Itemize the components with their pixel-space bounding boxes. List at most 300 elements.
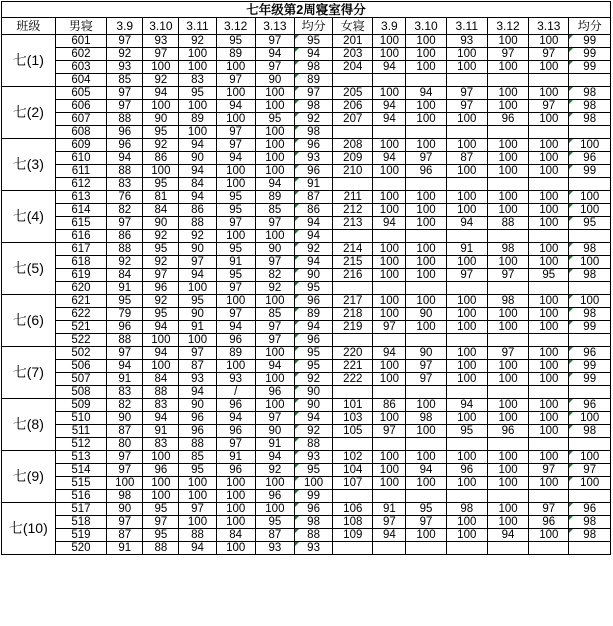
score-cell: 100 bbox=[529, 165, 569, 178]
girls-dorm-number: 220 bbox=[333, 347, 373, 360]
score-cell: 82 bbox=[107, 399, 143, 412]
girls-average: 99 bbox=[569, 61, 611, 74]
score-cell: 97 bbox=[255, 334, 294, 347]
score-cell: 100 bbox=[529, 256, 569, 269]
table-row bbox=[2, 399, 611, 412]
score-cell bbox=[373, 230, 406, 243]
score-cell: 88 bbox=[107, 165, 143, 178]
girls-average: 98 bbox=[569, 113, 611, 126]
score-cell: 100 bbox=[216, 360, 255, 373]
score-cell: 90 bbox=[179, 308, 216, 321]
class-label: 七(7) bbox=[2, 347, 56, 399]
score-cell: 100 bbox=[529, 35, 569, 48]
score-cell bbox=[529, 542, 569, 555]
boys-dorm-number: 510 bbox=[55, 412, 107, 425]
boys-average: 93 bbox=[294, 451, 332, 464]
score-cell: 96 bbox=[216, 425, 255, 438]
girls-average: 100 bbox=[569, 477, 611, 490]
score-cell: 93 bbox=[179, 373, 216, 386]
score-cell: 94 bbox=[216, 412, 255, 425]
score-cell: 97 bbox=[487, 269, 528, 282]
score-cell: 97 bbox=[216, 217, 255, 230]
girls-dorm-number: 212 bbox=[333, 204, 373, 217]
score-cell: 100 bbox=[255, 373, 294, 386]
score-sheet bbox=[1, 1, 611, 555]
score-cell: 95 bbox=[179, 464, 216, 477]
score-cell: 90 bbox=[255, 425, 294, 438]
score-cell: 100 bbox=[406, 451, 446, 464]
girls-dorm-number: 109 bbox=[333, 529, 373, 542]
boys-average: 100 bbox=[294, 477, 332, 490]
score-cell: 100 bbox=[487, 61, 528, 74]
header-girls-d2: 3.10 bbox=[406, 18, 446, 35]
score-cell: 97 bbox=[216, 438, 255, 451]
score-cell: 97 bbox=[373, 425, 406, 438]
boys-average: 95 bbox=[294, 347, 332, 360]
boys-dorm-number: 602 bbox=[55, 48, 107, 61]
score-cell: 86 bbox=[143, 152, 179, 165]
score-cell: 100 bbox=[179, 490, 216, 503]
score-cell: 88 bbox=[179, 217, 216, 230]
score-cell bbox=[406, 126, 446, 139]
score-cell: 97 bbox=[255, 217, 294, 230]
header-boys-d1: 3.9 bbox=[107, 18, 143, 35]
score-cell: 91 bbox=[143, 425, 179, 438]
score-cell: 93 bbox=[255, 542, 294, 555]
boys-average: 95 bbox=[294, 35, 332, 48]
score-cell: 100 bbox=[487, 100, 528, 113]
boys-average: 95 bbox=[294, 282, 332, 295]
girls-dorm-number: 213 bbox=[333, 217, 373, 230]
girls-average bbox=[569, 334, 611, 347]
boys-average: 95 bbox=[294, 360, 332, 373]
score-cell: 100 bbox=[529, 113, 569, 126]
score-cell: 100 bbox=[406, 529, 446, 542]
score-cell: 100 bbox=[529, 347, 569, 360]
score-cell: 83 bbox=[143, 399, 179, 412]
class-label: 七(1) bbox=[2, 35, 56, 87]
score-cell: 94 bbox=[255, 178, 294, 191]
score-cell: 100 bbox=[487, 204, 528, 217]
girls-dorm-number: 206 bbox=[333, 100, 373, 113]
score-cell: 100 bbox=[446, 321, 487, 334]
score-cell bbox=[406, 282, 446, 295]
score-cell: 100 bbox=[216, 87, 255, 100]
score-cell bbox=[487, 438, 528, 451]
score-cell: 97 bbox=[179, 503, 216, 516]
girls-dorm-number: 204 bbox=[333, 61, 373, 74]
score-cell: 97 bbox=[529, 503, 569, 516]
score-cell: 100 bbox=[487, 516, 528, 529]
girls-dorm-number: 219 bbox=[333, 321, 373, 334]
score-cell: 97 bbox=[255, 61, 294, 74]
score-cell: 100 bbox=[487, 477, 528, 490]
score-cell bbox=[373, 282, 406, 295]
score-cell: 96 bbox=[216, 334, 255, 347]
boys-dorm-number: 512 bbox=[55, 438, 107, 451]
score-cell: 100 bbox=[406, 204, 446, 217]
score-cell: 90 bbox=[179, 399, 216, 412]
table-row bbox=[2, 74, 611, 87]
score-cell: 85 bbox=[179, 451, 216, 464]
score-cell: 100 bbox=[529, 87, 569, 100]
score-cell: 100 bbox=[255, 230, 294, 243]
boys-dorm-number: 607 bbox=[55, 113, 107, 126]
table-row bbox=[2, 477, 611, 490]
boys-dorm-number: 608 bbox=[55, 126, 107, 139]
score-cell: 100 bbox=[487, 360, 528, 373]
score-cell: 95 bbox=[216, 243, 255, 256]
score-cell: 100 bbox=[143, 451, 179, 464]
girls-dorm-number bbox=[333, 282, 373, 295]
girls-dorm-number: 103 bbox=[333, 412, 373, 425]
score-cell: 94 bbox=[107, 360, 143, 373]
table-row bbox=[2, 451, 611, 464]
score-cell: 100 bbox=[487, 451, 528, 464]
score-cell: 100 bbox=[179, 100, 216, 113]
score-cell: 95 bbox=[143, 178, 179, 191]
score-cell: 94 bbox=[373, 100, 406, 113]
girls-average: 98 bbox=[569, 269, 611, 282]
boys-average: 93 bbox=[294, 542, 332, 555]
score-cell: 100 bbox=[373, 412, 406, 425]
score-cell: 94 bbox=[179, 386, 216, 399]
boys-dorm-number: 516 bbox=[55, 490, 107, 503]
table-body bbox=[2, 2, 611, 555]
table-row bbox=[2, 100, 611, 113]
score-cell bbox=[406, 230, 446, 243]
boys-average: 94 bbox=[294, 48, 332, 61]
score-cell: 88 bbox=[179, 438, 216, 451]
table-row bbox=[2, 503, 611, 516]
score-cell: 100 bbox=[487, 464, 528, 477]
class-label: 七(2) bbox=[2, 87, 56, 139]
girls-average: 98 bbox=[569, 425, 611, 438]
score-cell bbox=[373, 386, 406, 399]
score-cell: 100 bbox=[529, 451, 569, 464]
score-cell: 100 bbox=[143, 490, 179, 503]
score-cell: 94 bbox=[373, 113, 406, 126]
table-row bbox=[2, 321, 611, 334]
score-cell: 94 bbox=[406, 87, 446, 100]
table-row bbox=[2, 256, 611, 269]
score-cell: 94 bbox=[373, 347, 406, 360]
boys-dorm-number: 604 bbox=[55, 74, 107, 87]
score-cell: 94 bbox=[216, 321, 255, 334]
girls-average bbox=[569, 490, 611, 503]
score-cell: 96 bbox=[107, 126, 143, 139]
score-cell bbox=[487, 490, 528, 503]
score-cell: 95 bbox=[529, 269, 569, 282]
header-girls-d3: 3.11 bbox=[446, 18, 487, 35]
table-row bbox=[2, 269, 611, 282]
score-cell: 96 bbox=[216, 464, 255, 477]
score-cell: 90 bbox=[406, 347, 446, 360]
score-cell bbox=[487, 178, 528, 191]
score-cell: 82 bbox=[255, 269, 294, 282]
girls-dorm-number: 208 bbox=[333, 139, 373, 152]
score-cell: 100 bbox=[529, 217, 569, 230]
boys-dorm-number: 618 bbox=[55, 256, 107, 269]
boys-average: 99 bbox=[294, 490, 332, 503]
score-cell: 84 bbox=[107, 269, 143, 282]
score-cell: 97 bbox=[216, 139, 255, 152]
score-cell: 100 bbox=[529, 139, 569, 152]
boys-average: 92 bbox=[294, 243, 332, 256]
score-cell bbox=[446, 74, 487, 87]
score-cell: 96 bbox=[487, 113, 528, 126]
boys-average: 94 bbox=[294, 256, 332, 269]
score-cell: 96 bbox=[179, 412, 216, 425]
score-cell: 100 bbox=[373, 35, 406, 48]
girls-dorm-number: 203 bbox=[333, 48, 373, 61]
score-cell bbox=[446, 542, 487, 555]
girls-dorm-number bbox=[333, 74, 373, 87]
score-cell: 95 bbox=[216, 269, 255, 282]
score-cell: 100 bbox=[373, 477, 406, 490]
score-cell bbox=[373, 542, 406, 555]
score-cell: 100 bbox=[487, 256, 528, 269]
boys-average: 86 bbox=[294, 204, 332, 217]
table-row bbox=[2, 48, 611, 61]
score-cell: 90 bbox=[107, 503, 143, 516]
score-cell: 100 bbox=[529, 477, 569, 490]
girls-average: 100 bbox=[569, 256, 611, 269]
header-girls-avg: 均分 bbox=[569, 18, 611, 35]
boys-average: 92 bbox=[294, 425, 332, 438]
score-cell: 94 bbox=[143, 321, 179, 334]
girls-dorm-number: 102 bbox=[333, 451, 373, 464]
score-cell: 92 bbox=[179, 35, 216, 48]
score-cell: 94 bbox=[179, 269, 216, 282]
girls-average bbox=[569, 438, 611, 451]
score-cell: 91 bbox=[216, 256, 255, 269]
score-cell: 100 bbox=[216, 61, 255, 74]
score-cell: 100 bbox=[216, 295, 255, 308]
girls-average: 99 bbox=[569, 165, 611, 178]
score-cell: 100 bbox=[529, 321, 569, 334]
score-cell: 96 bbox=[143, 464, 179, 477]
table-row bbox=[2, 347, 611, 360]
score-cell: 98 bbox=[406, 412, 446, 425]
score-cell bbox=[446, 438, 487, 451]
table-row bbox=[2, 412, 611, 425]
score-cell: 91 bbox=[107, 542, 143, 555]
girls-average bbox=[569, 74, 611, 87]
score-cell: 97 bbox=[179, 256, 216, 269]
boys-average: 96 bbox=[294, 334, 332, 347]
score-cell: 91 bbox=[107, 373, 143, 386]
boys-average: 90 bbox=[294, 386, 332, 399]
girls-average: 100 bbox=[569, 451, 611, 464]
score-cell: 86 bbox=[373, 399, 406, 412]
score-cell bbox=[529, 230, 569, 243]
score-cell: 90 bbox=[143, 113, 179, 126]
score-cell: 96 bbox=[487, 425, 528, 438]
score-cell: 100 bbox=[529, 529, 569, 542]
score-cell: 100 bbox=[216, 503, 255, 516]
score-cell: 94 bbox=[143, 412, 179, 425]
girls-dorm-number: 211 bbox=[333, 191, 373, 204]
score-cell: 100 bbox=[179, 282, 216, 295]
score-cell: 91 bbox=[179, 321, 216, 334]
score-cell: 100 bbox=[529, 399, 569, 412]
score-cell: 97 bbox=[406, 360, 446, 373]
score-cell: 97 bbox=[143, 48, 179, 61]
score-cell: 92 bbox=[143, 230, 179, 243]
score-cell: 100 bbox=[406, 477, 446, 490]
boys-dorm-number: 513 bbox=[55, 451, 107, 464]
girls-average: 100 bbox=[569, 139, 611, 152]
score-cell: 92 bbox=[179, 230, 216, 243]
girls-dorm-number: 214 bbox=[333, 243, 373, 256]
score-cell: 100 bbox=[529, 191, 569, 204]
table-row bbox=[2, 191, 611, 204]
score-cell: 100 bbox=[446, 165, 487, 178]
score-cell: 88 bbox=[143, 542, 179, 555]
score-cell: 85 bbox=[255, 308, 294, 321]
score-cell bbox=[487, 282, 528, 295]
score-cell: 100 bbox=[373, 191, 406, 204]
score-cell: 97 bbox=[373, 321, 406, 334]
score-cell: 89 bbox=[179, 113, 216, 126]
score-cell: 100 bbox=[529, 360, 569, 373]
boys-average: 89 bbox=[294, 308, 332, 321]
header-boys-d3: 3.11 bbox=[179, 18, 216, 35]
score-cell: 94 bbox=[143, 347, 179, 360]
score-cell: 100 bbox=[446, 477, 487, 490]
score-cell: 100 bbox=[179, 334, 216, 347]
table-row bbox=[2, 126, 611, 139]
boys-dorm-number: 621 bbox=[55, 295, 107, 308]
boys-average: 93 bbox=[294, 152, 332, 165]
girls-dorm-number bbox=[333, 178, 373, 191]
score-cell: 84 bbox=[179, 178, 216, 191]
score-cell: 100 bbox=[255, 139, 294, 152]
score-cell: 93 bbox=[143, 35, 179, 48]
boys-average: 98 bbox=[294, 516, 332, 529]
score-cell: 100 bbox=[487, 152, 528, 165]
score-cell: 100 bbox=[529, 152, 569, 165]
score-cell: 86 bbox=[179, 204, 216, 217]
score-cell: 100 bbox=[373, 464, 406, 477]
score-cell: 100 bbox=[529, 295, 569, 308]
score-cell: 84 bbox=[143, 204, 179, 217]
score-cell: 100 bbox=[446, 347, 487, 360]
score-cell: 83 bbox=[107, 386, 143, 399]
header-girls-d1: 3.9 bbox=[373, 18, 406, 35]
score-cell: 100 bbox=[406, 425, 446, 438]
score-cell: 100 bbox=[487, 399, 528, 412]
score-cell: 88 bbox=[107, 334, 143, 347]
boys-dorm-number: 519 bbox=[55, 529, 107, 542]
score-cell: 76 bbox=[107, 191, 143, 204]
girls-average: 96 bbox=[569, 399, 611, 412]
score-cell: 88 bbox=[107, 243, 143, 256]
girls-average: 99 bbox=[569, 35, 611, 48]
score-cell: 90 bbox=[107, 412, 143, 425]
girls-average: 98 bbox=[569, 243, 611, 256]
score-cell: 97 bbox=[107, 35, 143, 48]
score-cell: 94 bbox=[406, 464, 446, 477]
score-cell: 92 bbox=[255, 282, 294, 295]
boys-dorm-number: 616 bbox=[55, 230, 107, 243]
score-cell: 97 bbox=[529, 100, 569, 113]
table-row bbox=[2, 113, 611, 126]
score-cell bbox=[487, 126, 528, 139]
score-cell: 95 bbox=[255, 516, 294, 529]
score-cell: 97 bbox=[255, 321, 294, 334]
score-cell: 93 bbox=[216, 373, 255, 386]
score-cell: 100 bbox=[406, 35, 446, 48]
table-row bbox=[2, 373, 611, 386]
score-cell: 97 bbox=[487, 48, 528, 61]
score-cell: 97 bbox=[446, 269, 487, 282]
score-cell: 100 bbox=[406, 295, 446, 308]
table-row bbox=[2, 152, 611, 165]
boys-dorm-number: 620 bbox=[55, 282, 107, 295]
table-row bbox=[2, 360, 611, 373]
score-cell: 100 bbox=[406, 61, 446, 74]
score-cell bbox=[446, 282, 487, 295]
score-cell bbox=[529, 386, 569, 399]
score-cell: 100 bbox=[446, 61, 487, 74]
score-cell: 97 bbox=[107, 217, 143, 230]
table-row bbox=[2, 308, 611, 321]
score-cell: 97 bbox=[406, 373, 446, 386]
score-cell bbox=[373, 334, 406, 347]
girls-dorm-number: 210 bbox=[333, 165, 373, 178]
boys-dorm-number: 522 bbox=[55, 334, 107, 347]
girls-dorm-number bbox=[333, 542, 373, 555]
boys-average: 87 bbox=[294, 191, 332, 204]
score-cell: / bbox=[216, 386, 255, 399]
score-cell: 85 bbox=[255, 204, 294, 217]
score-cell bbox=[529, 178, 569, 191]
boys-dorm-number: 506 bbox=[55, 360, 107, 373]
score-cell: 97 bbox=[373, 516, 406, 529]
score-cell: 98 bbox=[446, 503, 487, 516]
boys-dorm-number: 518 bbox=[55, 516, 107, 529]
boys-average: 91 bbox=[294, 178, 332, 191]
table-row bbox=[2, 139, 611, 152]
score-cell bbox=[529, 282, 569, 295]
girls-dorm-number: 221 bbox=[333, 360, 373, 373]
score-cell: 100 bbox=[446, 113, 487, 126]
score-cell: 100 bbox=[373, 87, 406, 100]
boys-average: 88 bbox=[294, 438, 332, 451]
girls-average: 96 bbox=[569, 503, 611, 516]
girls-dorm-number: 222 bbox=[333, 373, 373, 386]
score-cell: 100 bbox=[373, 360, 406, 373]
score-cell: 95 bbox=[255, 113, 294, 126]
table-row bbox=[2, 464, 611, 477]
boys-average: 89 bbox=[294, 74, 332, 87]
score-cell: 100 bbox=[373, 295, 406, 308]
score-cell: 97 bbox=[216, 282, 255, 295]
boys-average: 96 bbox=[294, 139, 332, 152]
girls-average: 99 bbox=[569, 373, 611, 386]
boys-dorm-number: 511 bbox=[55, 425, 107, 438]
score-cell: 100 bbox=[143, 360, 179, 373]
score-cell: 87 bbox=[107, 529, 143, 542]
score-cell: 100 bbox=[529, 308, 569, 321]
score-cell: 100 bbox=[406, 100, 446, 113]
score-cell: 100 bbox=[255, 503, 294, 516]
score-cell: 100 bbox=[255, 477, 294, 490]
score-cell: 97 bbox=[107, 347, 143, 360]
score-cell: 100 bbox=[487, 87, 528, 100]
